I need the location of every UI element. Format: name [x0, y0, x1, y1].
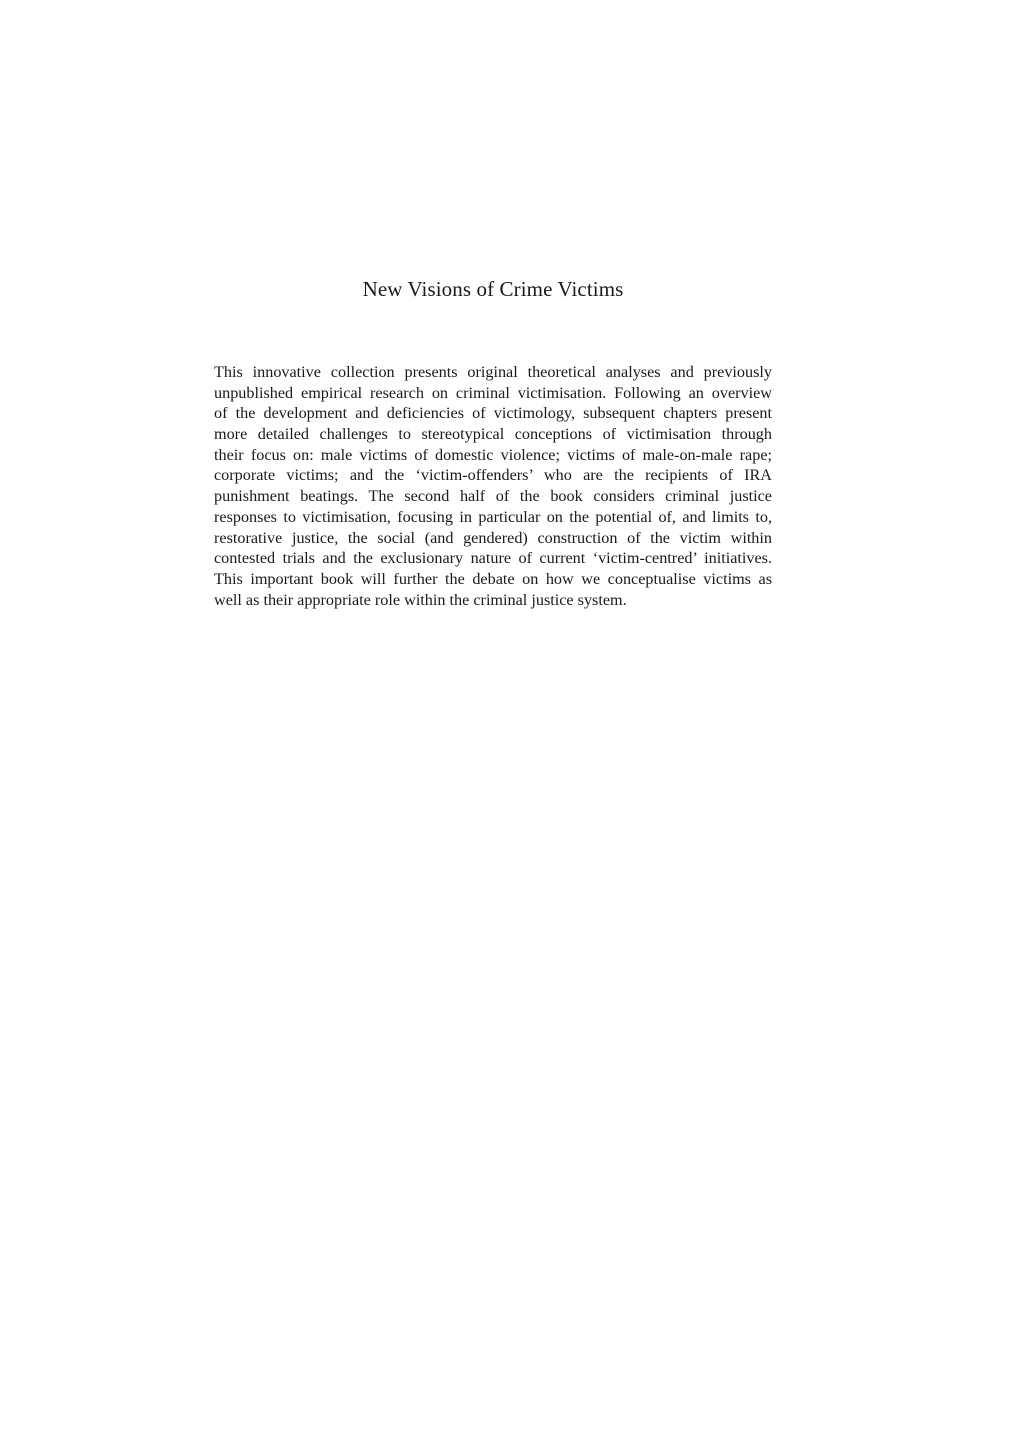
description-line: unpublished empirical research on criminal victimisation. Following an overview [214, 383, 772, 402]
description-line: well as their appropriate role within the criminal justice system. [214, 590, 627, 609]
description-line: of the development and deficiencies of victimology, subsequent chapters present [214, 404, 772, 423]
description-line: This innovative collection presents original theoretical analyses and previously [214, 363, 772, 381]
description-line: This important book will further the debate on how we conceptualise victims as [214, 569, 772, 588]
book-description [214, 362, 772, 610]
description-line: more detailed challenges to stereotypical conceptions of victimisation through [214, 425, 772, 444]
description-line: restorative justice, the social (and gendered) construction of the victim within [214, 528, 772, 547]
book-title: New Visions of Crime Victims [362, 277, 624, 301]
description-line: contested trials and the exclusionary nature of current ‘victim-centred’ initiatives. [214, 549, 772, 568]
description-line: their focus on: male victims of domestic violence; victims of male-on-male rape; [214, 445, 772, 464]
description-line: punishment beatings. The second half of the book considers criminal justice [214, 487, 772, 506]
description-line: corporate victims; and the ‘victim-offenders’ who are the recipients of IRA [214, 466, 772, 485]
description-line: responses to victimisation, focusing in particular on the potential of, and limits to, [214, 507, 772, 526]
